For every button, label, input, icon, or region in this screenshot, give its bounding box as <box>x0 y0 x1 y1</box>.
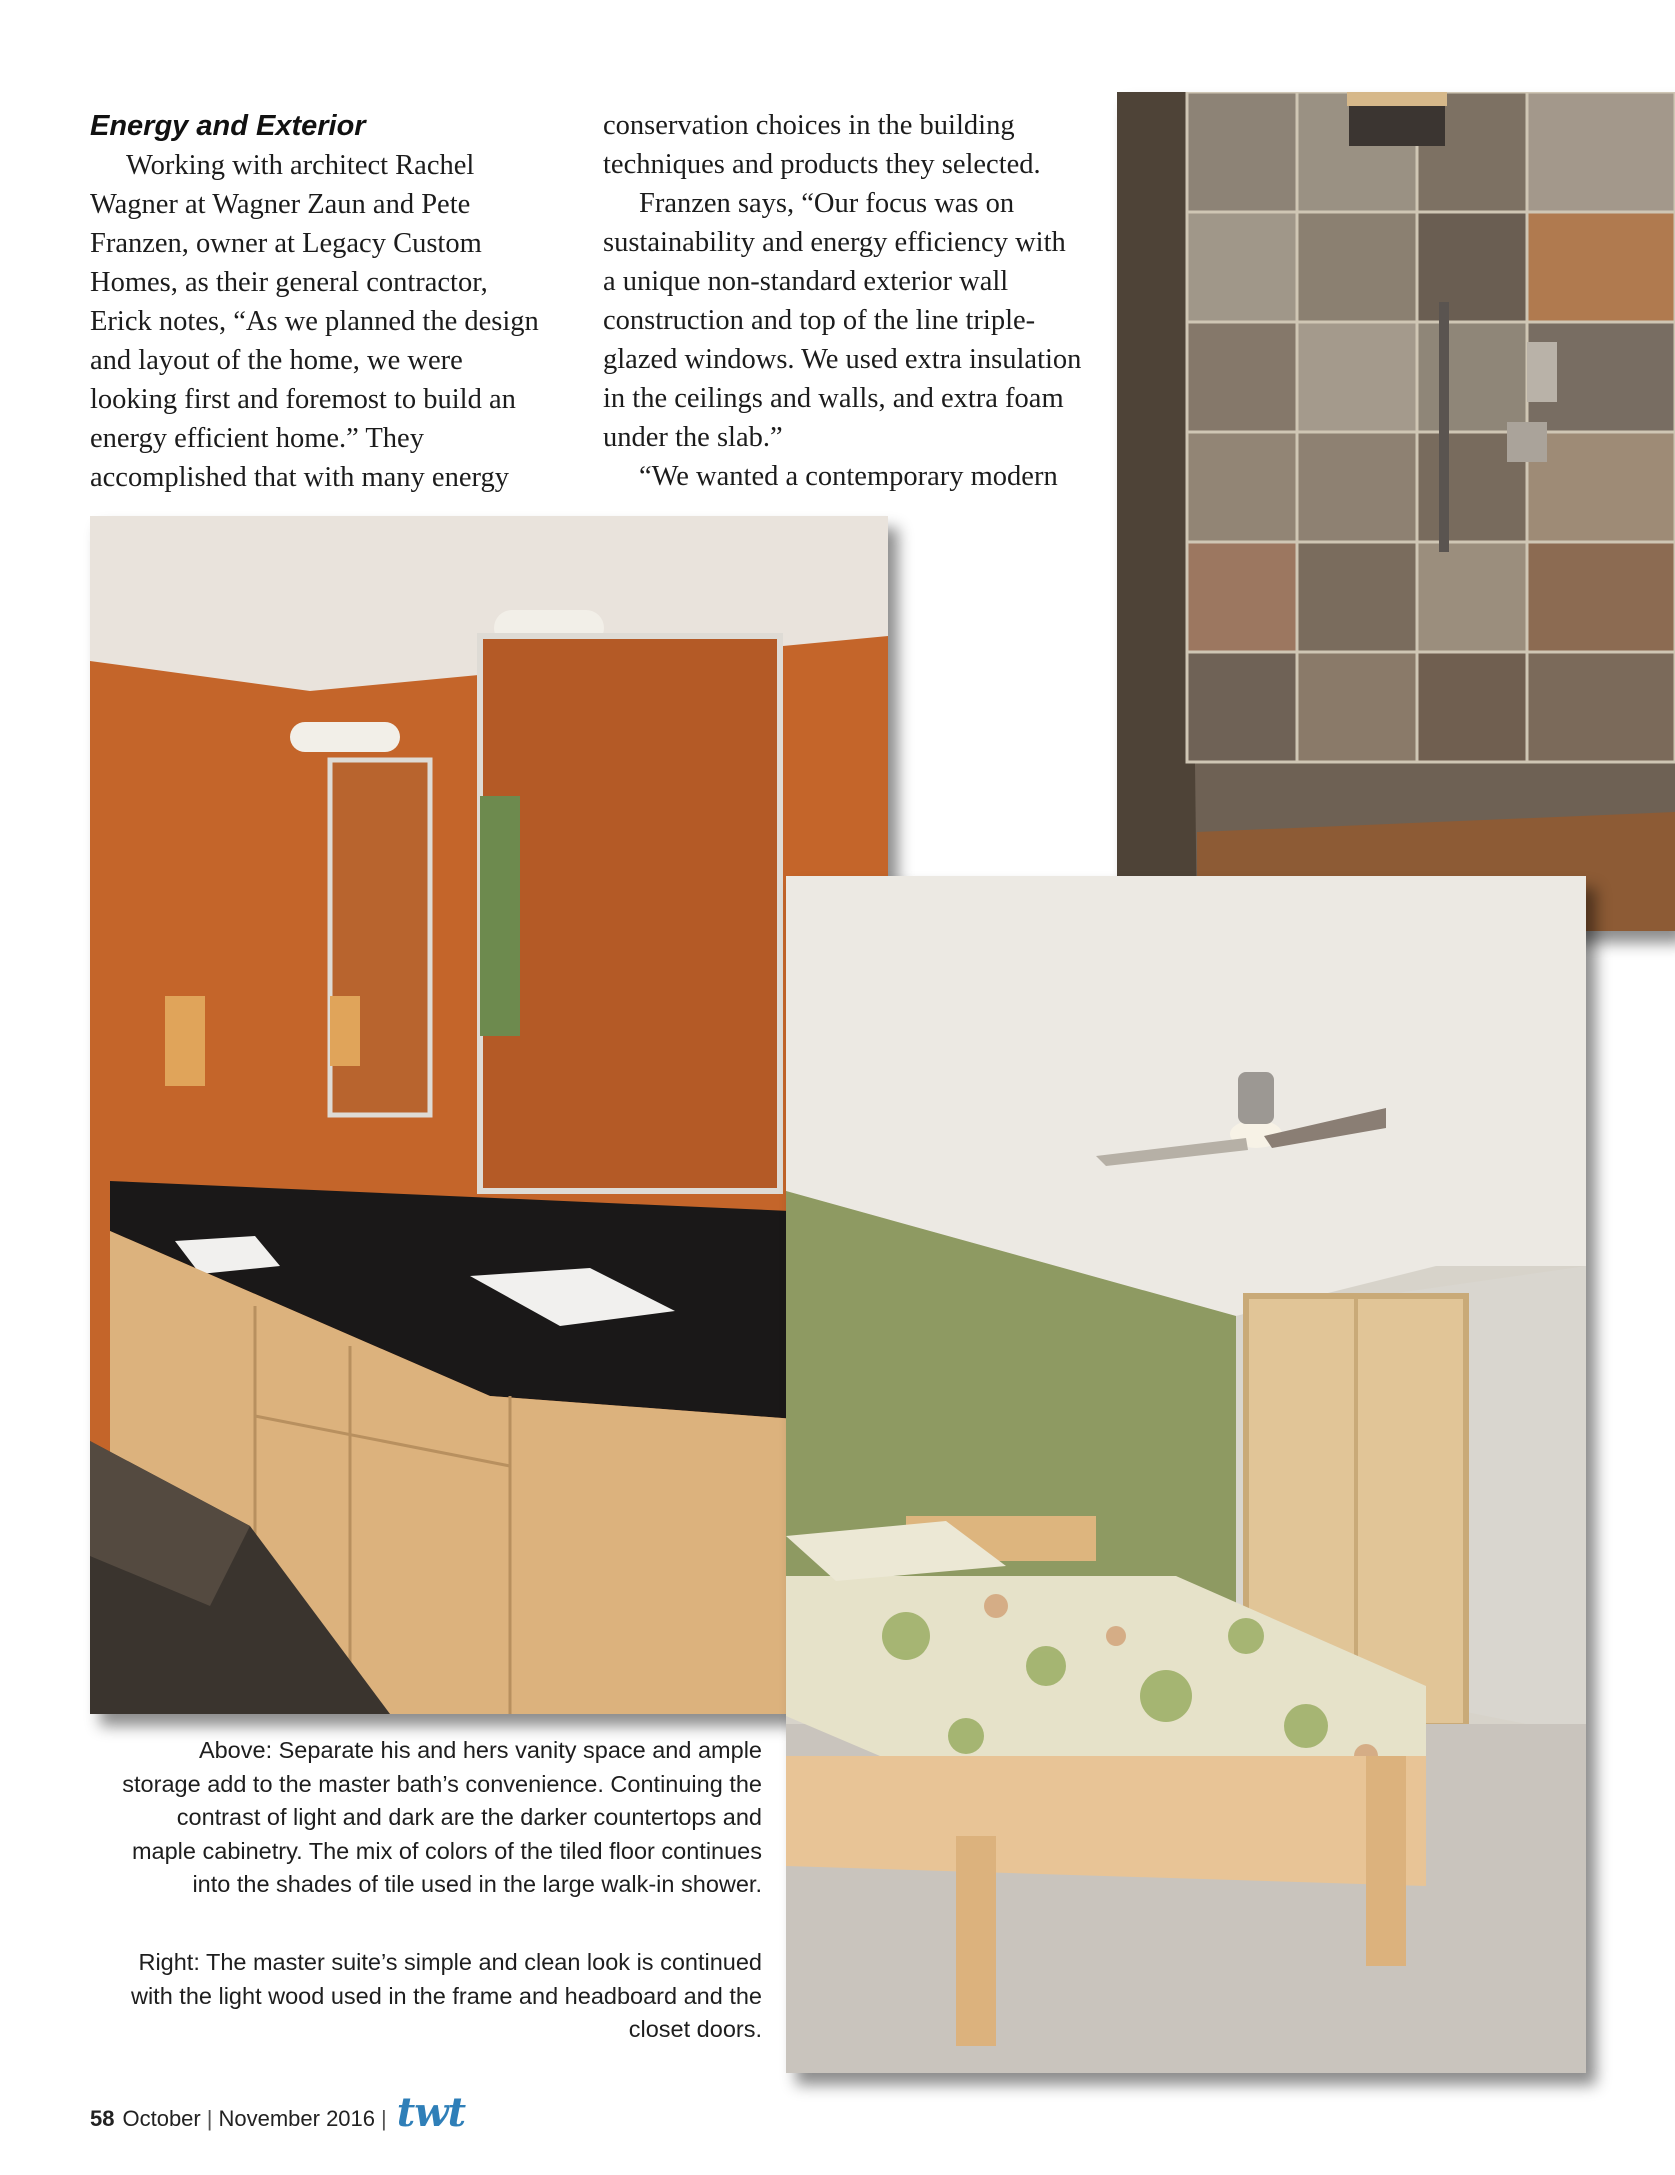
footer-separator: | <box>206 2106 213 2131</box>
bathroom-photo <box>90 516 888 1714</box>
bedroom-photo <box>786 876 1586 2073</box>
footer-separator-2: | <box>381 2106 387 2131</box>
article-column-1 <box>90 106 540 497</box>
magazine-logo: twt <box>396 2089 466 2136</box>
paragraph-contemporary-quote: “We wanted a contemporary modern <box>639 461 1058 492</box>
issue-month: October <box>122 2106 201 2131</box>
caption-above <box>118 1734 762 1902</box>
section-heading: Energy and Exterior <box>90 110 366 142</box>
paragraph-continued: conservation choices in the building techniques and products they selected. <box>603 110 1041 180</box>
page-footer <box>90 2089 466 2136</box>
caption-right <box>118 1946 762 2047</box>
shower-photo <box>1117 92 1675 931</box>
paragraph-architect: Working with architect Rachel Wagner at Wagner Zaun and Pete Franzen, owner at Legacy Custom Homes, as their general contractor, Erick notes, “As we planned the design and layout of the home, we were looking first and foremost to build an energy efficient home.” They accomplished that with many energy <box>90 150 539 493</box>
caption-above-text: Above: Separate his and hers vanity space and ample storage add to the master bath’s convenience. Continuing the contrast of light and dark are the darker countertops and maple cabinetry. The mix of colors of the tiled floor continues into the shades of tile used in the large walk-in shower. <box>122 1737 762 1897</box>
caption-right-text: Right: The master suite’s simple and clean look is continued with the light wood used in the frame and headboard and the closet doors. <box>130 1949 762 2042</box>
paragraph-franzen-quote: Franzen says, “Our focus was on sustainability and energy efficiency with a unique non-standard exterior wall construction and top of the line triple-glazed windows. We used extra insulation in the ceilings and walls, and extra foam under the slab.” <box>603 188 1082 453</box>
page-number: 58 <box>90 2106 115 2131</box>
issue-date: November 2016 <box>218 2106 376 2131</box>
article-column-2 <box>603 106 1083 496</box>
